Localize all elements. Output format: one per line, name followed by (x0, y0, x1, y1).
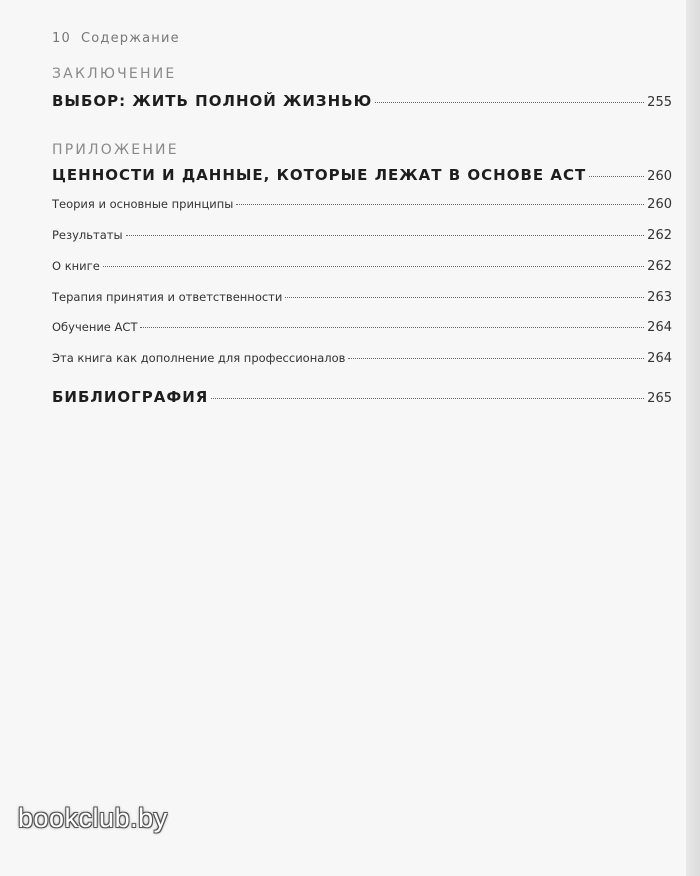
toc-subentry (52, 290, 672, 305)
toc-entry-conclusion (52, 92, 672, 110)
dot-leader (285, 296, 644, 298)
dot-leader (126, 234, 645, 236)
toc-entry-bibliography (52, 388, 672, 406)
dot-leader (140, 326, 644, 328)
toc-subentry-title: Теория и основные принципы (52, 197, 234, 211)
section-heading-appendix: ПРИЛОЖЕНИЕ (52, 142, 179, 158)
watermark-logo: bookclub.by (18, 803, 168, 833)
dot-leader (348, 357, 644, 359)
toc-entry-title: ЦЕННОСТИ И ДАННЫЕ, КОТОРЫЕ ЛЕЖАТ В ОСНОВЕ АСТ (52, 166, 587, 184)
toc-subentry-page: 264 (647, 320, 672, 335)
toc-subentry-title: О книге (52, 259, 100, 273)
toc-entry-title: ВЫБОР: ЖИТЬ ПОЛНОЙ ЖИЗНЬЮ (52, 92, 373, 110)
section-heading-conclusion: ЗАКЛЮЧЕНИЕ (52, 66, 177, 82)
toc-subentry-title: Эта книга как дополнение для профессионалов (52, 351, 346, 365)
running-head-title: Содержание (80, 31, 180, 46)
toc-entry-page: 255 (647, 95, 672, 110)
toc-subentry-page: 262 (647, 259, 672, 274)
toc-subentry-page: 262 (647, 228, 672, 243)
dot-leader (375, 101, 644, 103)
toc-entry-title: БИБЛИОГРАФИЯ (52, 388, 209, 406)
toc-subentry-title: Терапия принятия и ответственности (52, 290, 283, 304)
dot-leader (589, 175, 644, 177)
dot-leader (211, 397, 644, 399)
toc-subentry (52, 228, 672, 243)
toc-subentry-page: 260 (647, 197, 672, 212)
dot-leader (236, 203, 644, 205)
toc-subentry-title: Обучение АСТ (52, 320, 138, 334)
toc-entry-page: 260 (647, 169, 672, 184)
toc-subentry-page: 263 (647, 290, 672, 305)
toc-subentry (52, 197, 672, 212)
toc-subentry (52, 351, 672, 366)
toc-subentry-page: 264 (647, 351, 672, 366)
dot-leader (103, 265, 644, 267)
page-number: 10 (52, 31, 71, 46)
toc-entry-appendix (52, 166, 672, 184)
toc-subentry (52, 259, 672, 274)
toc-subentry (52, 320, 672, 335)
running-head (52, 31, 180, 46)
page-edge (686, 0, 700, 876)
toc-entry-page: 265 (647, 391, 672, 406)
toc-subentry-title: Результаты (52, 228, 123, 242)
